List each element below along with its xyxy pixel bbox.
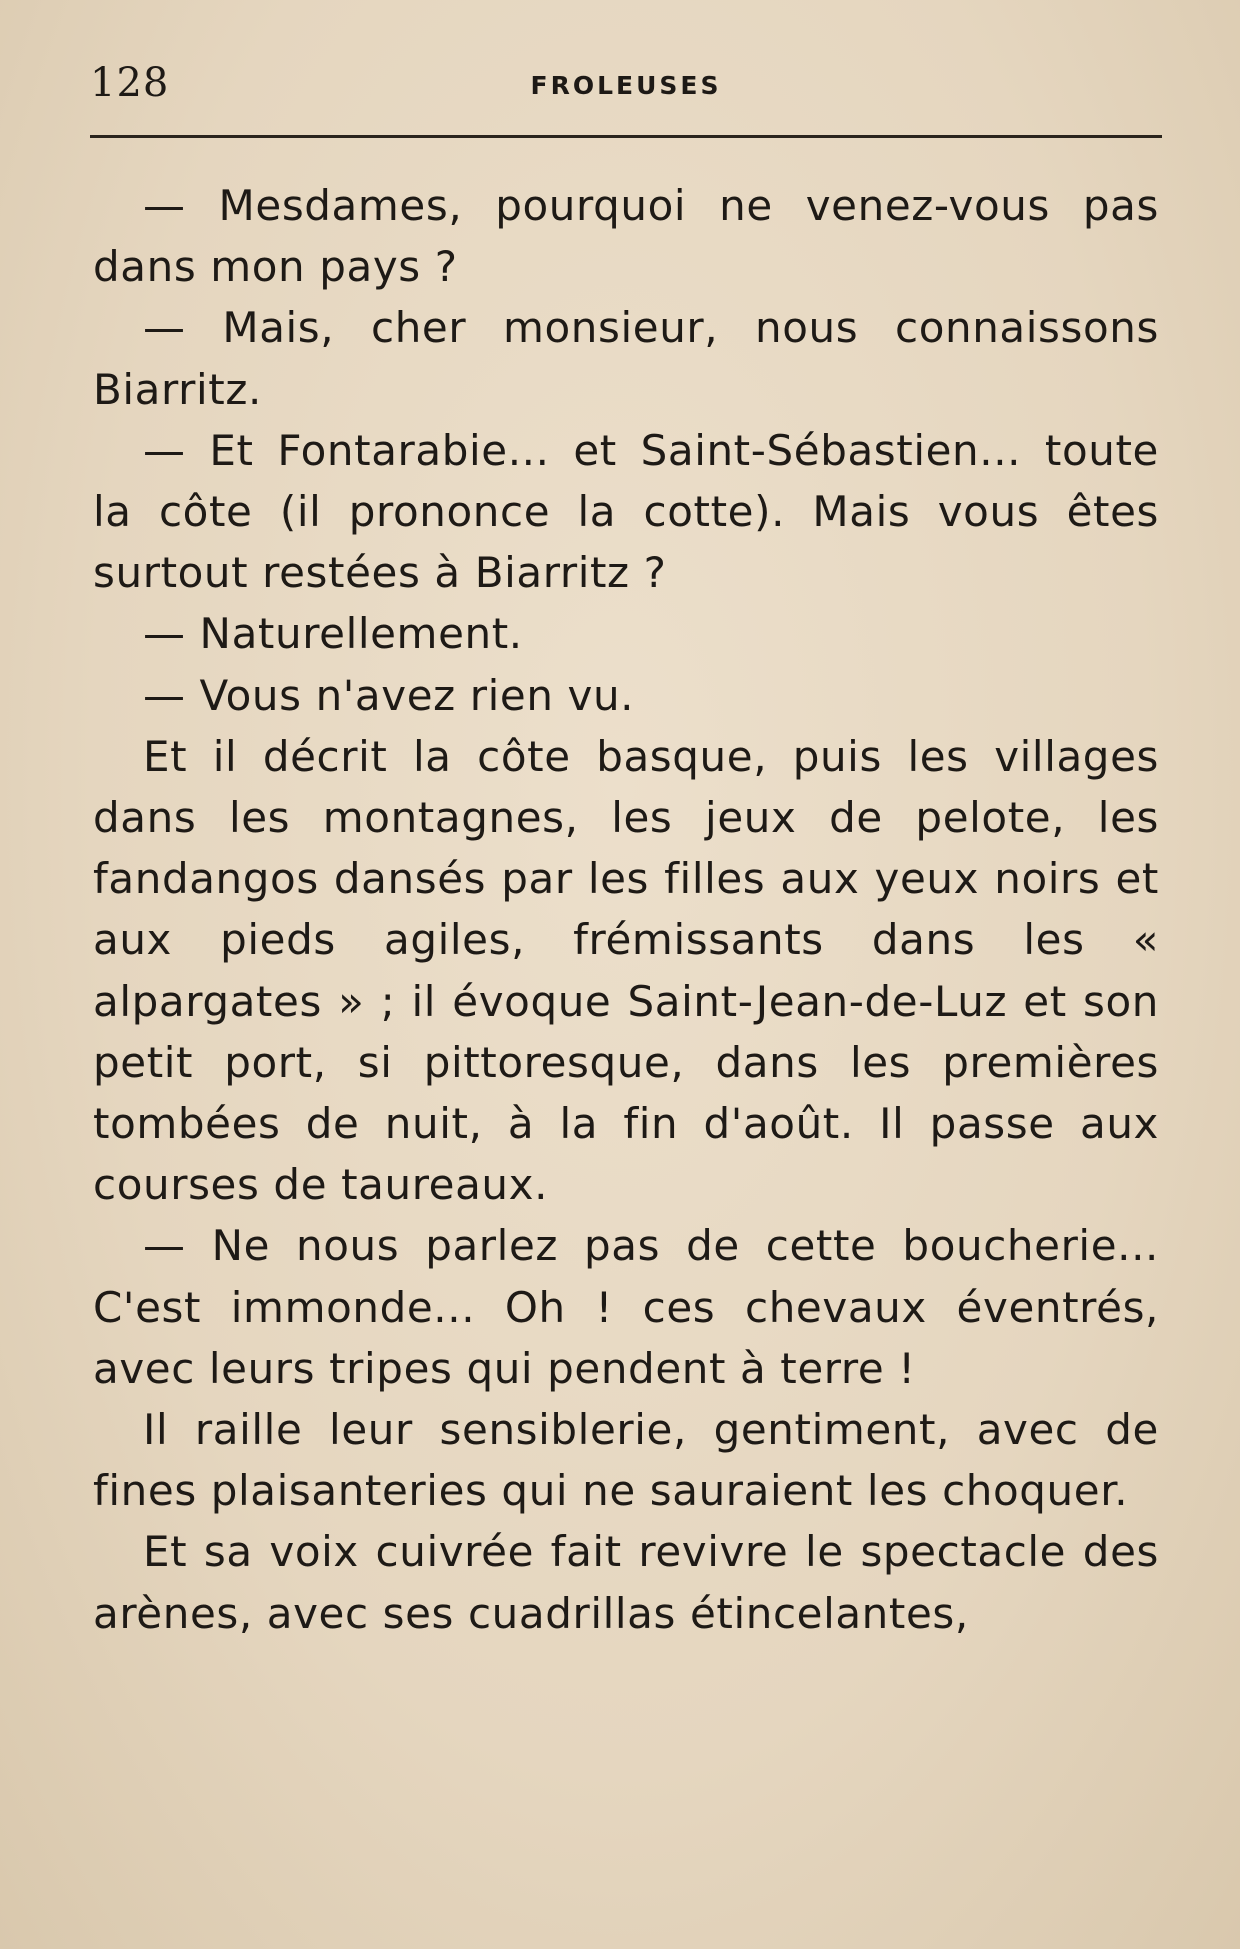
paragraph: — Ne nous parlez pas de cette boucherie... C'est immonde... Oh ! ces chevaux éventrés, avec leurs tripes qui pendent à terre ! xyxy=(93,1221,1159,1393)
paragraph: — Vous n'avez rien vu. xyxy=(143,670,635,720)
running-title: FROLEUSES xyxy=(530,71,722,100)
paragraph: — Mais, cher monsieur, nous connaissons Biarritz. xyxy=(93,303,1159,414)
paragraph: Et sa voix cuivrée fait revivre le spectacle des arènes, avec ses cuadrillas étincelantes, xyxy=(93,1527,1159,1638)
paragraph: — Mesdames, pourquoi ne venez-vous pas dans mon pays ? xyxy=(93,181,1159,292)
body-text xyxy=(93,175,1159,1644)
paragraph: Et il décrit la côte basque, puis les villages dans les montagnes, les jeux de pelote, les fandangos dansés par les filles aux yeux noirs et aux pieds agiles, frémissants dans les « alpargates » ; il évoque Saint-Jean-de-Luz et son petit port, si pittoresque, dans les premières tombées de nuit, à la fin d'août. Il passe aux courses de taureaux. xyxy=(93,731,1159,1210)
page-header xyxy=(90,58,1162,108)
paragraph: Il raille leur sensiblerie, gentiment, avec de fines plaisanteries qui ne sauraient les choquer. xyxy=(93,1405,1159,1516)
page-number: 128 xyxy=(90,60,170,106)
header-rule xyxy=(90,135,1162,138)
paragraph: — Et Fontarabie... et Saint-Sébastien... toute la côte (il prononce la cotte). Mais vous êtes surtout restées à Biarritz ? xyxy=(93,425,1159,598)
paragraph: — Naturellement. xyxy=(143,609,523,659)
